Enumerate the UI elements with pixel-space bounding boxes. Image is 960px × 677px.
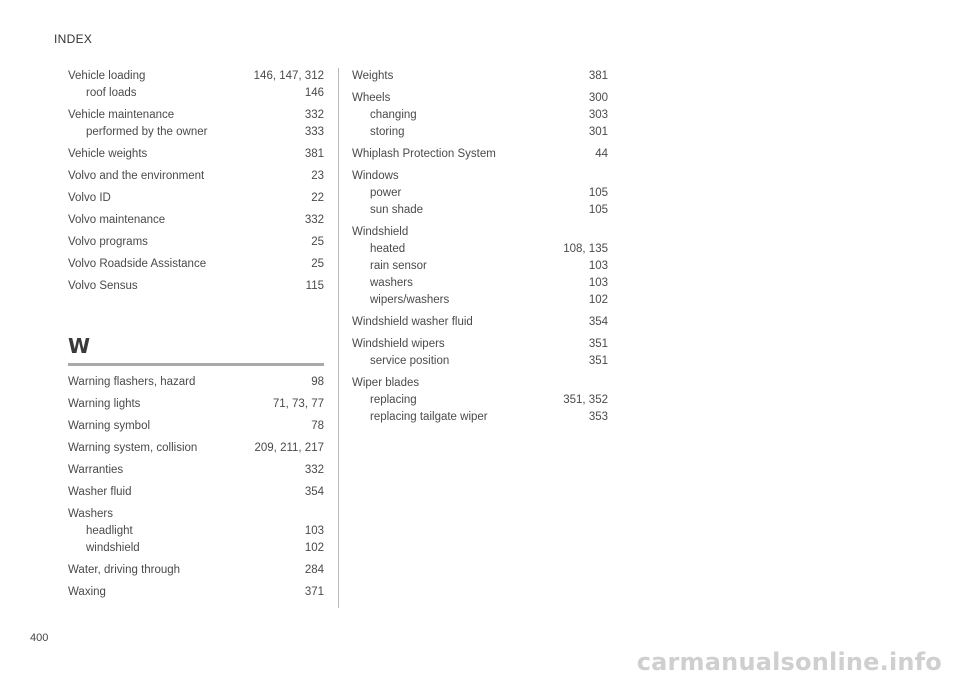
index-entry-row [68,396,324,413]
index-subterm: power [370,187,402,199]
index-entry-row [68,278,324,295]
index-subentry-row [68,523,324,540]
entry-list-left-top [68,68,324,295]
index-term: Wheels [352,92,391,104]
index-subterm: roof loads [86,87,137,99]
index-subpage-refs: 353 [588,411,608,423]
index-entry [352,336,608,370]
index-term: Windows [352,170,399,182]
index-subpage-refs: 102 [588,294,608,306]
index-entry [352,68,608,85]
index-term: Windshield [352,226,409,238]
index-term: Washers [68,508,113,520]
watermark: carmanualsonline.info [636,648,942,676]
index-entry-row [68,212,324,229]
index-entry-row [68,146,324,163]
index-subterm: changing [370,109,417,121]
index-subpage-refs: 146 [304,87,324,99]
index-subpage-refs: 301 [588,126,608,138]
index-entry-row [68,484,324,501]
index-entry-row [68,256,324,273]
index-term: Vehicle weights [68,148,148,160]
index-subpage-refs: 351, 352 [563,394,608,406]
index-subentry-row [68,124,324,141]
index-subpage-refs: 103 [304,525,324,537]
section-w [68,335,324,366]
index-entry-row [68,168,324,185]
index-entry-row [352,336,608,353]
index-entry-row [68,562,324,579]
index-term: Volvo maintenance [68,214,166,226]
index-subentry-row [352,202,608,219]
index-entry [68,562,324,579]
index-column-right [352,68,608,431]
index-page-refs: 25 [311,258,324,270]
index-page-refs: 381 [304,148,324,160]
index-entry-row [68,68,324,85]
index-term: Volvo Roadside Assistance [68,258,207,270]
index-subpage-refs: 108, 135 [563,243,608,255]
index-entry [68,418,324,435]
index-entry [352,375,608,426]
index-term: Volvo and the environment [68,170,205,182]
index-entry [352,168,608,219]
index-page-refs: 98 [311,376,324,388]
index-entry-row [68,418,324,435]
index-entry [68,234,324,251]
index-entry-row [68,462,324,479]
index-page-refs: 371 [304,586,324,598]
index-entry [68,278,324,295]
index-entry-row [352,168,608,185]
index-subterm: wipers/washers [370,294,450,306]
index-entry-row [352,224,608,241]
page-header-title: INDEX [54,32,93,46]
index-subterm: service position [370,355,450,367]
index-subentry-row [352,107,608,124]
index-page-refs: 22 [311,192,324,204]
index-subterm: heated [370,243,406,255]
index-entry [68,396,324,413]
section-letter: W [68,334,91,358]
index-subterm: washers [370,277,413,289]
index-entry [68,212,324,229]
index-subterm: replacing [370,394,417,406]
index-subterm: replacing tailgate wiper [370,411,488,423]
index-page-refs: 332 [304,214,324,226]
index-term: Volvo programs [68,236,148,248]
index-entry [352,224,608,309]
index-subentry-row [352,185,608,202]
index-page-refs: 209, 211, 217 [254,442,324,454]
index-entry-row [352,68,608,85]
index-page-refs: 300 [588,92,608,104]
index-subterm: performed by the owner [86,126,208,138]
index-term: Windshield wipers [352,338,445,350]
index-column-left [68,68,324,606]
index-entry [352,314,608,331]
index-page-refs: 284 [304,564,324,576]
index-term: Warning lights [68,398,141,410]
index-term: Volvo Sensus [68,280,138,292]
index-entry [68,190,324,207]
index-page-refs: 332 [304,109,324,121]
index-subterm: sun shade [370,204,424,216]
index-subentry-row [352,409,608,426]
index-page-refs: 332 [304,464,324,476]
index-subentry-row [352,275,608,292]
index-entry-row [352,314,608,331]
index-entry [68,146,324,163]
index-entry-row [68,584,324,601]
index-entry [68,107,324,141]
entry-list-right [352,68,608,426]
index-term: Waxing [68,586,106,598]
index-page-refs: 78 [311,420,324,432]
index-entry [68,484,324,501]
index-entry-row [68,107,324,124]
index-term: Water, driving through [68,564,181,576]
index-term: Warranties [68,464,124,476]
index-entry [68,584,324,601]
index-page-refs: 23 [311,170,324,182]
index-entry [68,506,324,557]
index-page-refs: 146, 147, 312 [253,70,324,82]
index-page-refs: 351 [588,338,608,350]
index-entry-row [352,90,608,107]
index-subpage-refs: 103 [588,277,608,289]
index-entry [68,168,324,185]
index-term: Warning symbol [68,420,151,432]
index-subpage-refs: 105 [588,187,608,199]
index-page-refs: 44 [595,148,608,160]
index-page-refs: 25 [311,236,324,248]
index-subpage-refs: 105 [588,204,608,216]
entry-list-left-bottom [68,374,324,601]
index-term: Vehicle loading [68,70,146,82]
index-entry [352,146,608,163]
index-page-refs: 354 [588,316,608,328]
index-subpage-refs: 103 [588,260,608,272]
index-subterm: windshield [86,542,140,554]
index-term: Washer fluid [68,486,132,498]
index-term: Wiper blades [352,377,420,389]
column-divider [338,68,339,608]
index-subpage-refs: 333 [304,126,324,138]
index-entry [68,374,324,391]
index-term: Volvo ID [68,192,111,204]
index-entry-row [68,506,324,523]
index-term: Weights [352,70,394,82]
index-term: Vehicle maintenance [68,109,175,121]
index-entry-row [68,374,324,391]
index-subentry-row [352,124,608,141]
index-subentry-row [68,85,324,102]
index-subpage-refs: 351 [588,355,608,367]
index-term: Windshield washer fluid [352,316,473,328]
index-subpage-refs: 102 [304,542,324,554]
index-entry-row [352,146,608,163]
page-number: 400 [30,632,49,644]
index-term: Warning system, collision [68,442,198,454]
index-subpage-refs: 303 [588,109,608,121]
index-subentry-row [352,392,608,409]
index-subentry-row [352,258,608,275]
index-entry [68,440,324,457]
index-entry-row [68,190,324,207]
index-entry [352,90,608,141]
index-subentry-row [352,292,608,309]
index-entry [68,462,324,479]
index-subterm: headlight [86,525,133,537]
index-subentry-row [68,540,324,557]
index-page-refs: 381 [588,70,608,82]
index-term: Whiplash Protection System [352,148,496,160]
index-subentry-row [352,353,608,370]
index-entry [68,68,324,102]
index-page-refs: 71, 73, 77 [272,398,324,410]
index-subentry-row [352,241,608,258]
index-subterm: storing [370,126,405,138]
index-entry-row [352,375,608,392]
index-subterm: rain sensor [370,260,427,272]
index-entry [68,256,324,273]
index-entry-row [68,440,324,457]
section-divider [68,363,324,366]
index-page-refs: 354 [304,486,324,498]
index-entry-row [68,234,324,251]
index-page-refs: 115 [305,280,324,292]
index-term: Warning flashers, hazard [68,376,196,388]
